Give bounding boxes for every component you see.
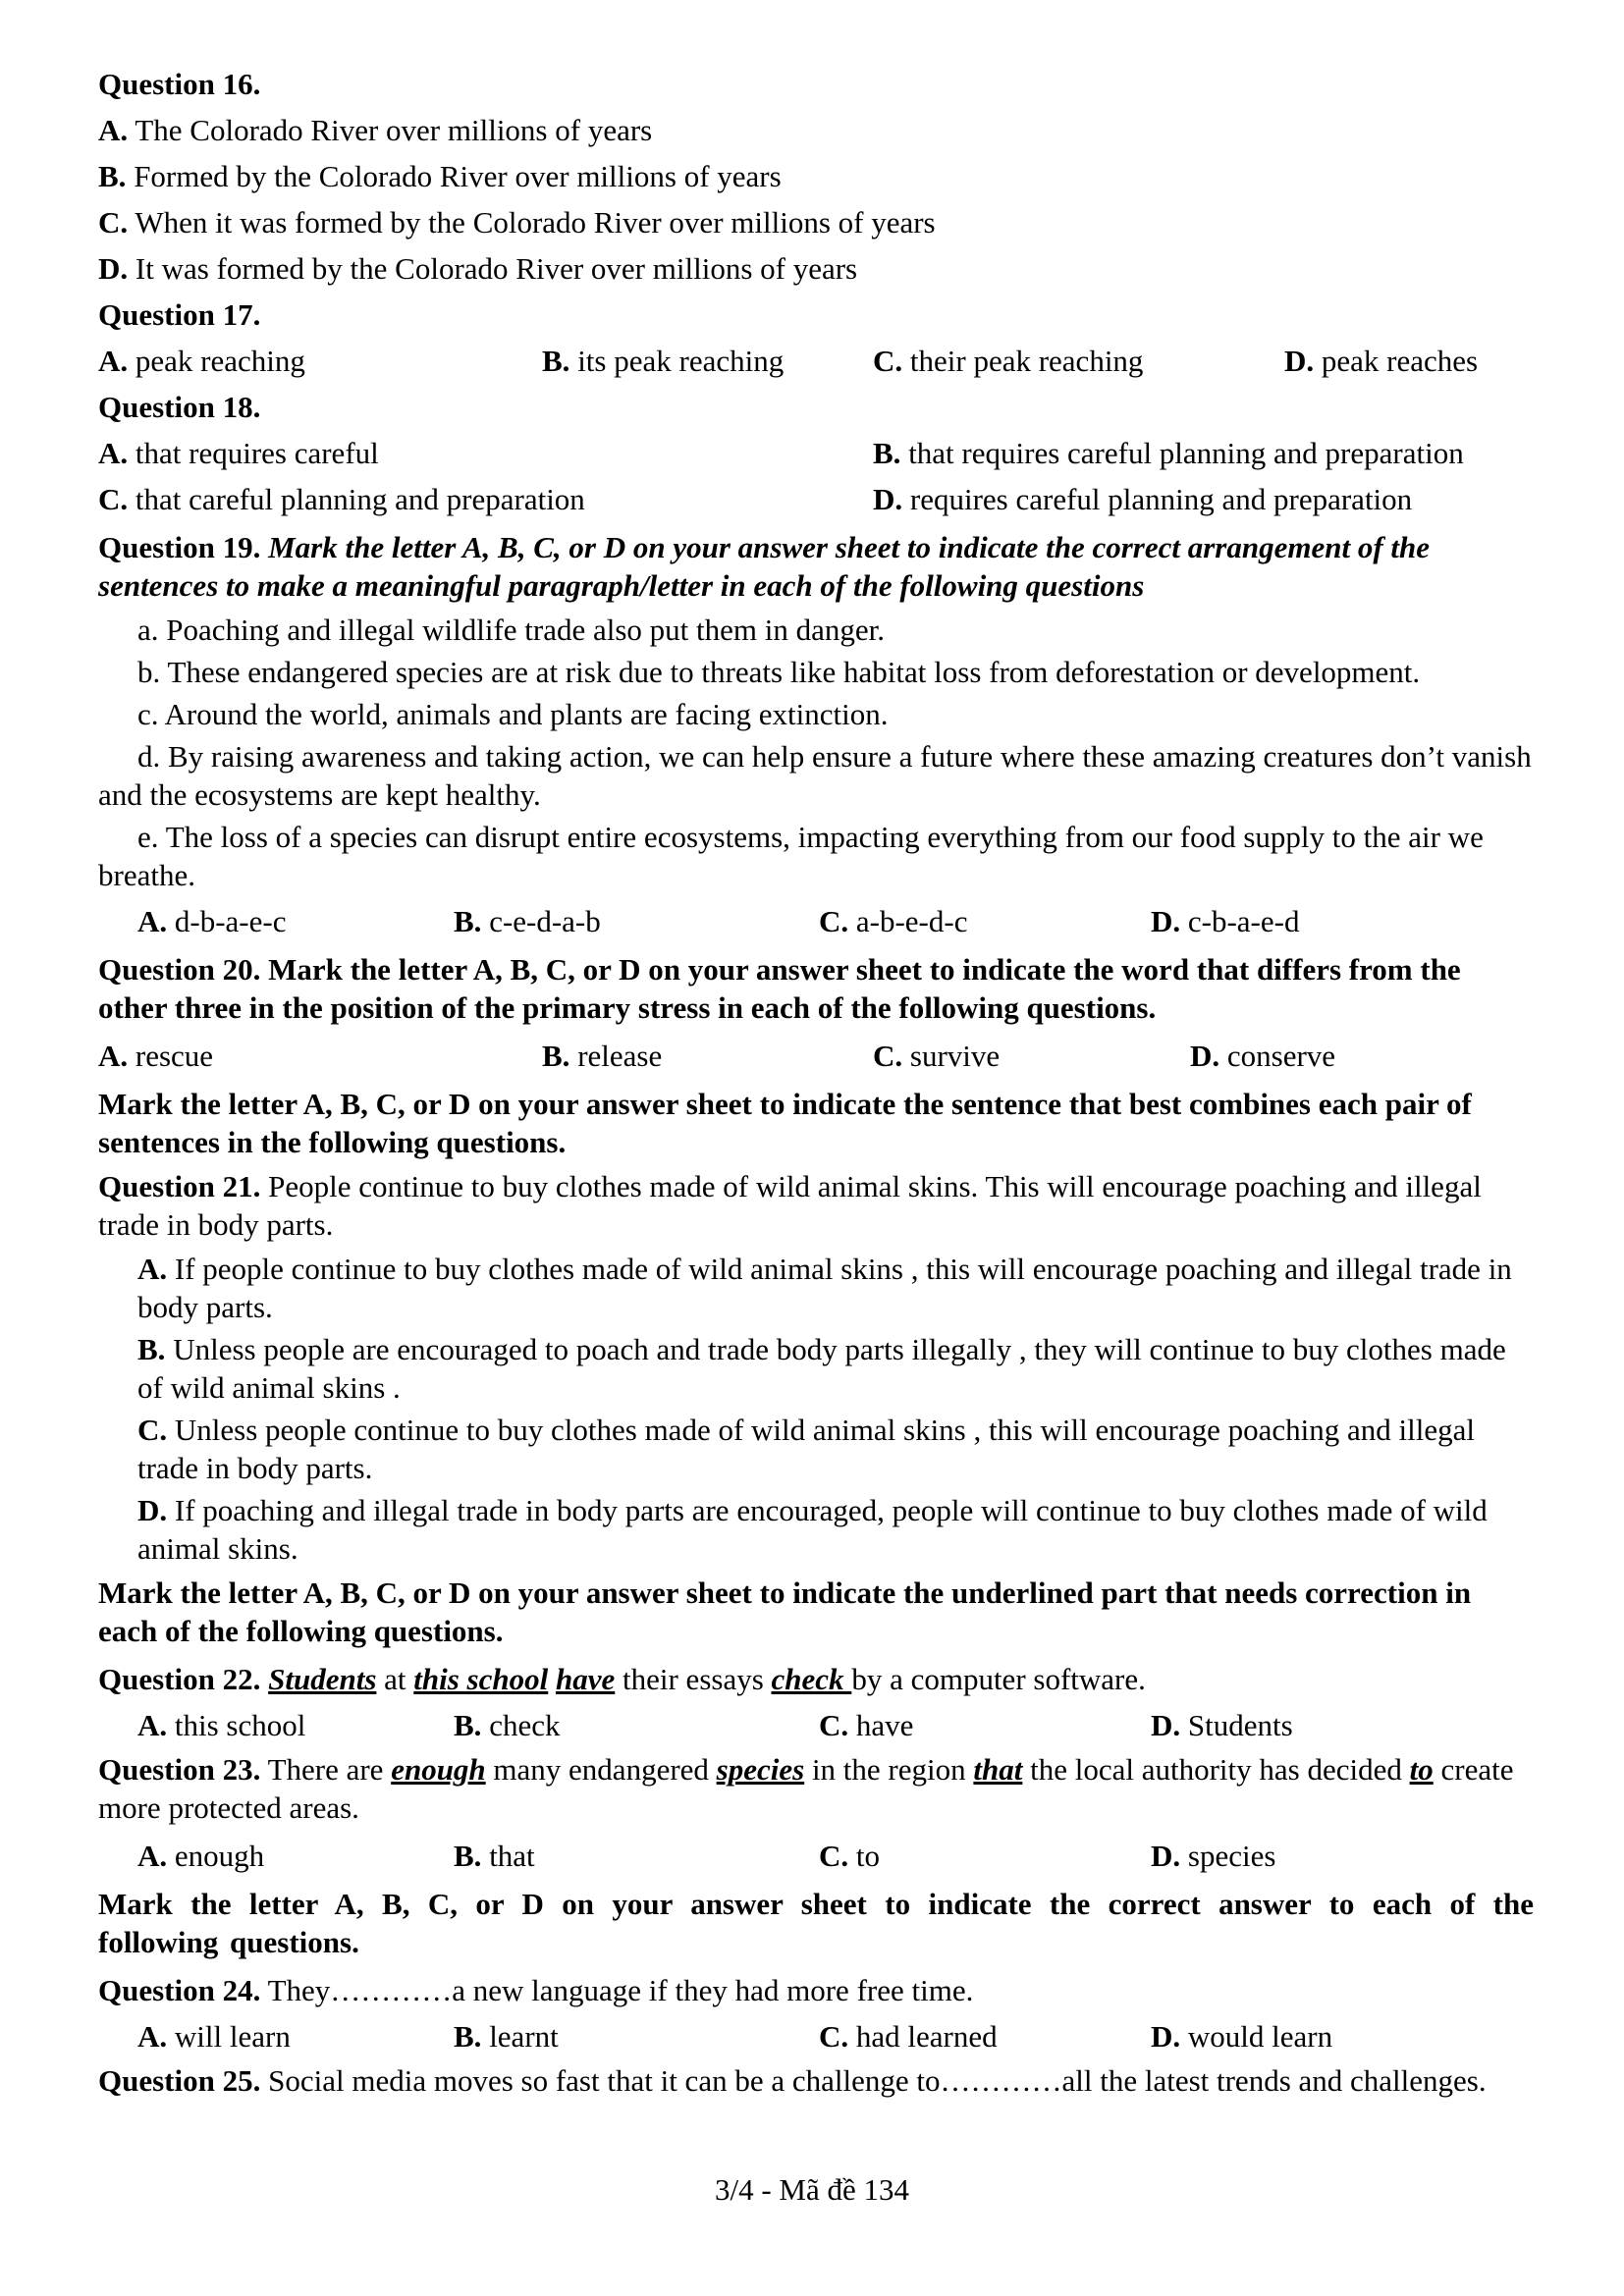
options-row (98, 476, 1534, 522)
question-label: Question 18. (98, 390, 261, 424)
option-b: B. check (454, 1708, 561, 1742)
option-a: A. enough (137, 1839, 265, 1873)
options-row (98, 2013, 1534, 2059)
option-c: C. had learned (819, 2019, 998, 2054)
underlined-part: have (555, 1662, 616, 1696)
option-d: D. peak reaches (1284, 344, 1479, 378)
option-b: B. that (454, 1839, 535, 1873)
option-a: A. If people continue to buy clothes made of wild animal skins , this will encourage poaching and illegal trade in body parts. (137, 1252, 1512, 1324)
sentence-b: b. These endangered species are at risk due to threats like habitat loss from deforestation or development. (137, 655, 1421, 689)
question-18 (98, 384, 1534, 522)
option-c: C. to (819, 1839, 881, 1873)
options-row (98, 1702, 1534, 1748)
question-label: Question 23. (98, 1752, 261, 1787)
option-c: C. survive (873, 1039, 1001, 1073)
option-a: A. will learn (137, 2019, 291, 2054)
underlined-part: check (771, 1662, 852, 1696)
question-25 (98, 2061, 1534, 2100)
options-row (98, 430, 1534, 476)
sentence-e: e. The loss of a species can disrupt entire ecosystems, impacting everything from our food supply to the air we breathe. (98, 820, 1484, 892)
page-footer: 3/4 - Mã đề 134 (714, 2172, 910, 2207)
option-c: C. their peak reaching (873, 344, 1144, 378)
option-c: C. that careful planning and preparation (98, 482, 585, 516)
option-a: A. peak reaching (98, 344, 305, 378)
question-24 (98, 1967, 1534, 2059)
sentence-c: c. Around the world, animals and plants are facing extinction. (137, 697, 889, 731)
options-row (98, 338, 1534, 384)
option-a: A. The Colorado River over millions of years (98, 113, 653, 147)
question-stem: Question 24. They…………a new language if they had more free time. (98, 1973, 974, 2007)
option-c: C. a-b-e-d-c (819, 904, 968, 938)
question-17 (98, 292, 1534, 384)
option-b: B. that requires careful planning and preparation (873, 436, 1464, 470)
underlined-part: species (716, 1752, 805, 1787)
question-20 (98, 950, 1534, 1079)
option-a: A. d-b-a-e-c (137, 904, 287, 938)
underlined-part: Students (268, 1662, 377, 1696)
options-row (98, 1833, 1534, 1879)
question-instruction: Question 19. Mark the letter A, B, C, or D on your answer sheet to indicate the correct arrangement of the sentences to make a meaningful paragraph/letter in each of the following questions (98, 530, 1431, 603)
option-d: D. c-b-a-e-d (1151, 904, 1300, 938)
question-stem: Question 22. Students at this school have their essays check by a computer software. (98, 1662, 1146, 1696)
question-23 (98, 1750, 1534, 1879)
option-a: A. this school (137, 1708, 306, 1742)
underlined-part: this school (413, 1662, 549, 1696)
question-label: Question 25. (98, 2063, 261, 2098)
sentence-a: a. Poaching and illegal wildlife trade also put them in danger. (137, 613, 886, 647)
option-d: D. requires careful planning and preparation (873, 482, 1413, 516)
question-19 (98, 528, 1534, 944)
underlined-part: that (973, 1752, 1023, 1787)
options-row (98, 1033, 1534, 1079)
question-instruction: Question 20. Mark the letter A, B, C, or D on your answer sheet to indicate the word that differs from the other three in the position of the primary stress in each of the following questions. (98, 952, 1461, 1025)
question-21 (98, 1167, 1534, 1568)
question-label: Question 22. (98, 1662, 261, 1696)
question-label: Question 17. (98, 297, 261, 332)
question-22 (98, 1656, 1534, 1748)
option-d: D. would learn (1151, 2019, 1333, 2054)
question-stem: Question 21. People continue to buy clothes made of wild animal skins. This will encourage poaching and illegal trade in body parts. (98, 1169, 1482, 1242)
option-b: B. release (542, 1039, 663, 1073)
underlined-part: enough (391, 1752, 486, 1787)
option-a: A. that requires careful (98, 436, 379, 470)
sentence-d: d. By raising awareness and taking action, we can help ensure a future where these amazing creatures don’t vanish and the ecosystems are kept healthy. (98, 739, 1532, 812)
option-d: D. Students (1151, 1708, 1293, 1742)
option-b: B. learnt (454, 2019, 559, 2054)
option-b: B. Formed by the Colorado River over millions of years (98, 159, 782, 193)
options-row (98, 898, 1534, 944)
question-stem: Question 25. Social media moves so fast that it can be a challenge to…………all the latest trends and challenges. (98, 2063, 1487, 2098)
option-a: A. rescue (98, 1039, 214, 1073)
option-b: B. c-e-d-a-b (454, 904, 601, 938)
underlined-part: to (1409, 1752, 1434, 1787)
option-d: D. It was formed by the Colorado River over millions of years (98, 251, 858, 286)
option-c: C. Unless people continue to buy clothes made of wild animal skins , this will encourage poaching and illegal trade in body parts. (137, 1413, 1475, 1485)
option-d: D. species (1151, 1839, 1276, 1873)
question-stem: Question 23. There are enough many endangered species in the region that the local authority has decided to create more protected areas. (98, 1752, 1514, 1825)
section-instruction-correction: Mark the letter A, B, C, or D on your answer sheet to indicate the underlined part that needs correction in each of the following questions. (98, 1575, 1472, 1648)
question-label: Question 21. (98, 1169, 261, 1203)
section-instruction-combine: Mark the letter A, B, C, or D on your answer sheet to indicate the sentence that best combines each pair of sentences in the following questions. (98, 1087, 1472, 1159)
question-label: Question 16. (98, 67, 261, 101)
exam-page (98, 61, 1534, 2106)
question-label: Question 24. (98, 1973, 261, 2007)
option-d: D. If poaching and illegal trade in body parts are encouraged, people will continue to buy clothes made of wild animal skins. (137, 1493, 1488, 1566)
option-d: D. conserve (1190, 1039, 1336, 1073)
option-c: C. have (819, 1708, 914, 1742)
question-label: Question 20. (98, 952, 261, 987)
option-c: C. When it was formed by the Colorado River over millions of years (98, 205, 936, 240)
question-label: Question 19. (98, 530, 261, 564)
question-16 (98, 61, 1534, 292)
option-b: B. Unless people are encouraged to poach and trade body parts illegally , they will continue to buy clothes made of wild animal skins . (137, 1332, 1506, 1405)
option-b: B. its peak reaching (542, 344, 785, 378)
section-instruction-answer: Mark the letter A, B, C, or D on your answer sheet to indicate the correct answer to each of the following questions. (98, 1887, 1534, 1959)
